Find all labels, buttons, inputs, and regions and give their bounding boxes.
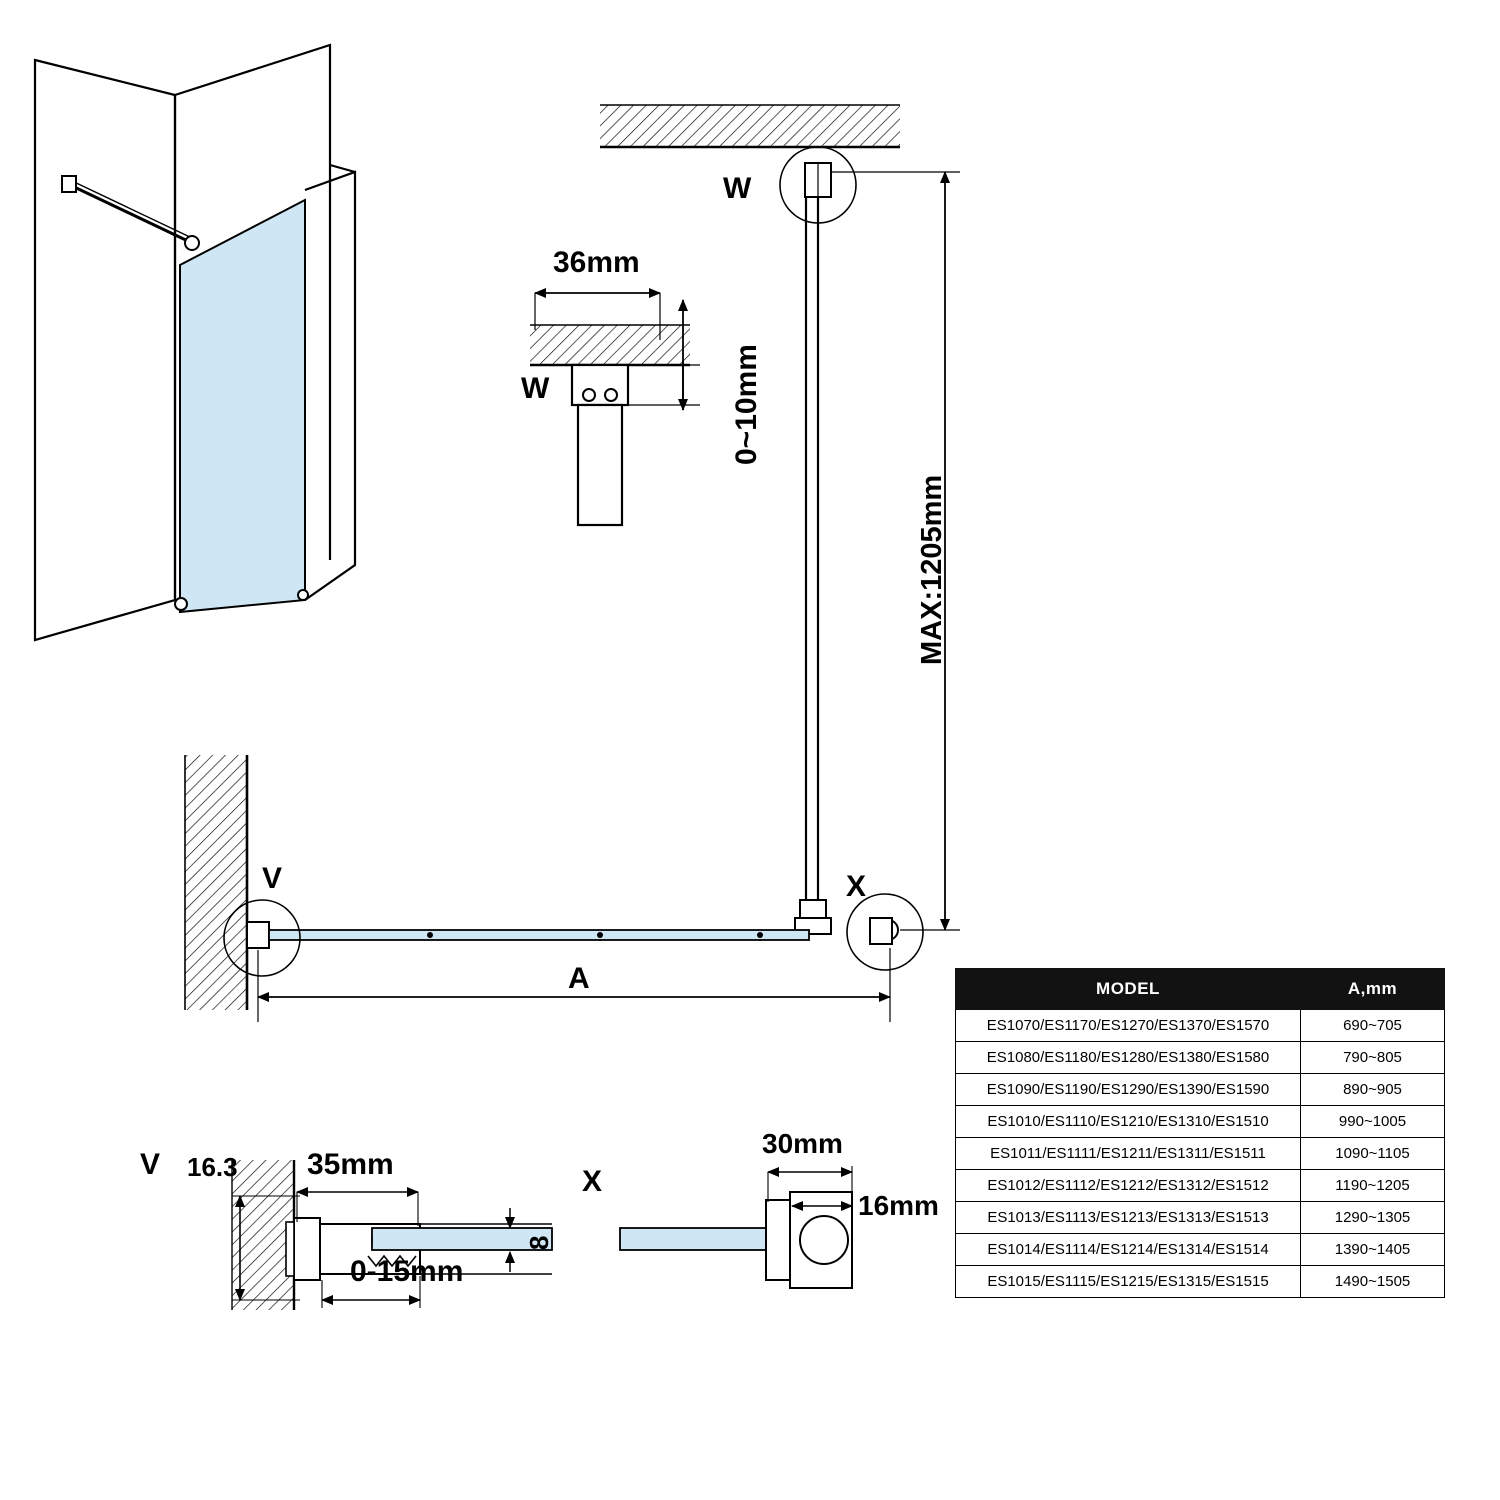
cell-model: ES1012/ES1112/ES1212/ES1312/ES1512 — [956, 1170, 1301, 1202]
table-row — [956, 1138, 1445, 1170]
plan-view — [185, 755, 890, 1022]
header-a-mm: A,mm — [1301, 969, 1445, 1010]
cell-a-value: 990~1005 — [1301, 1106, 1445, 1138]
dimension-30mm: 30mm — [762, 1128, 843, 1159]
cell-a-value: 1490~1505 — [1301, 1266, 1445, 1298]
dimension-glass-8: 8 — [524, 1235, 554, 1250]
dimension-0-10mm: 0~10mm — [730, 344, 763, 465]
cell-a-value: 1190~1205 — [1301, 1170, 1445, 1202]
dimension-35mm: 35mm — [307, 1148, 394, 1181]
cell-model: ES1013/ES1113/ES1213/ES1313/ES1513 — [956, 1202, 1301, 1234]
cell-a-value: 1090~1105 — [1301, 1138, 1445, 1170]
cell-a-value: 890~905 — [1301, 1074, 1445, 1106]
cell-model: ES1015/ES1115/ES1215/ES1315/ES1515 — [956, 1266, 1301, 1298]
cell-model: ES1080/ES1180/ES1280/ES1380/ES1580 — [956, 1042, 1301, 1074]
detail-w-bar-fixing — [530, 293, 700, 525]
table-row — [956, 1074, 1445, 1106]
callout-x-plan: X — [846, 870, 867, 903]
callout-x-detail: X — [582, 1165, 603, 1198]
callout-w-detail: W — [521, 372, 550, 405]
cell-a-value: 1390~1405 — [1301, 1234, 1445, 1266]
dimension-36mm: 36mm — [553, 246, 640, 279]
table-body — [956, 1010, 1445, 1298]
dimension-16mm: 16mm — [858, 1190, 939, 1221]
table-row — [956, 1234, 1445, 1266]
cell-model: ES1014/ES1114/ES1214/ES1314/ES1514 — [956, 1234, 1301, 1266]
table-row — [956, 1010, 1445, 1042]
front-elevation-view — [600, 105, 960, 970]
cell-a-value: 1290~1305 — [1301, 1202, 1445, 1234]
table-header-row — [956, 969, 1445, 1010]
cell-model: ES1011/ES1111/ES1211/ES1311/ES1511 — [956, 1138, 1301, 1170]
cell-model: ES1090/ES1190/ES1290/ES1390/ES1590 — [956, 1074, 1301, 1106]
dimension-16-3: 16.3 — [187, 1152, 238, 1182]
callout-v-plan: V — [262, 862, 283, 895]
dimension-a: A — [568, 962, 590, 995]
cell-model: ES1010/ES1110/ES1210/ES1310/ES1510 — [956, 1106, 1301, 1138]
callout-v-detail: V — [140, 1148, 161, 1181]
detail-x-bar-clamp — [620, 1166, 852, 1288]
table-row — [956, 1170, 1445, 1202]
dimension-max-height: MAX:1205mm — [916, 474, 948, 665]
isometric-view — [35, 45, 355, 640]
model-specification-table — [955, 968, 1445, 1298]
callout-w-top: W — [723, 172, 752, 205]
cell-a-value: 690~705 — [1301, 1010, 1445, 1042]
table-row — [956, 1202, 1445, 1234]
cell-a-value: 790~805 — [1301, 1042, 1445, 1074]
dimension-0-15mm: 0-15mm — [350, 1255, 464, 1288]
table-row — [956, 1106, 1445, 1138]
cell-model: ES1070/ES1170/ES1270/ES1370/ES1570 — [956, 1010, 1301, 1042]
table-row — [956, 1266, 1445, 1298]
table-row — [956, 1042, 1445, 1074]
header-model: MODEL — [956, 969, 1301, 1010]
